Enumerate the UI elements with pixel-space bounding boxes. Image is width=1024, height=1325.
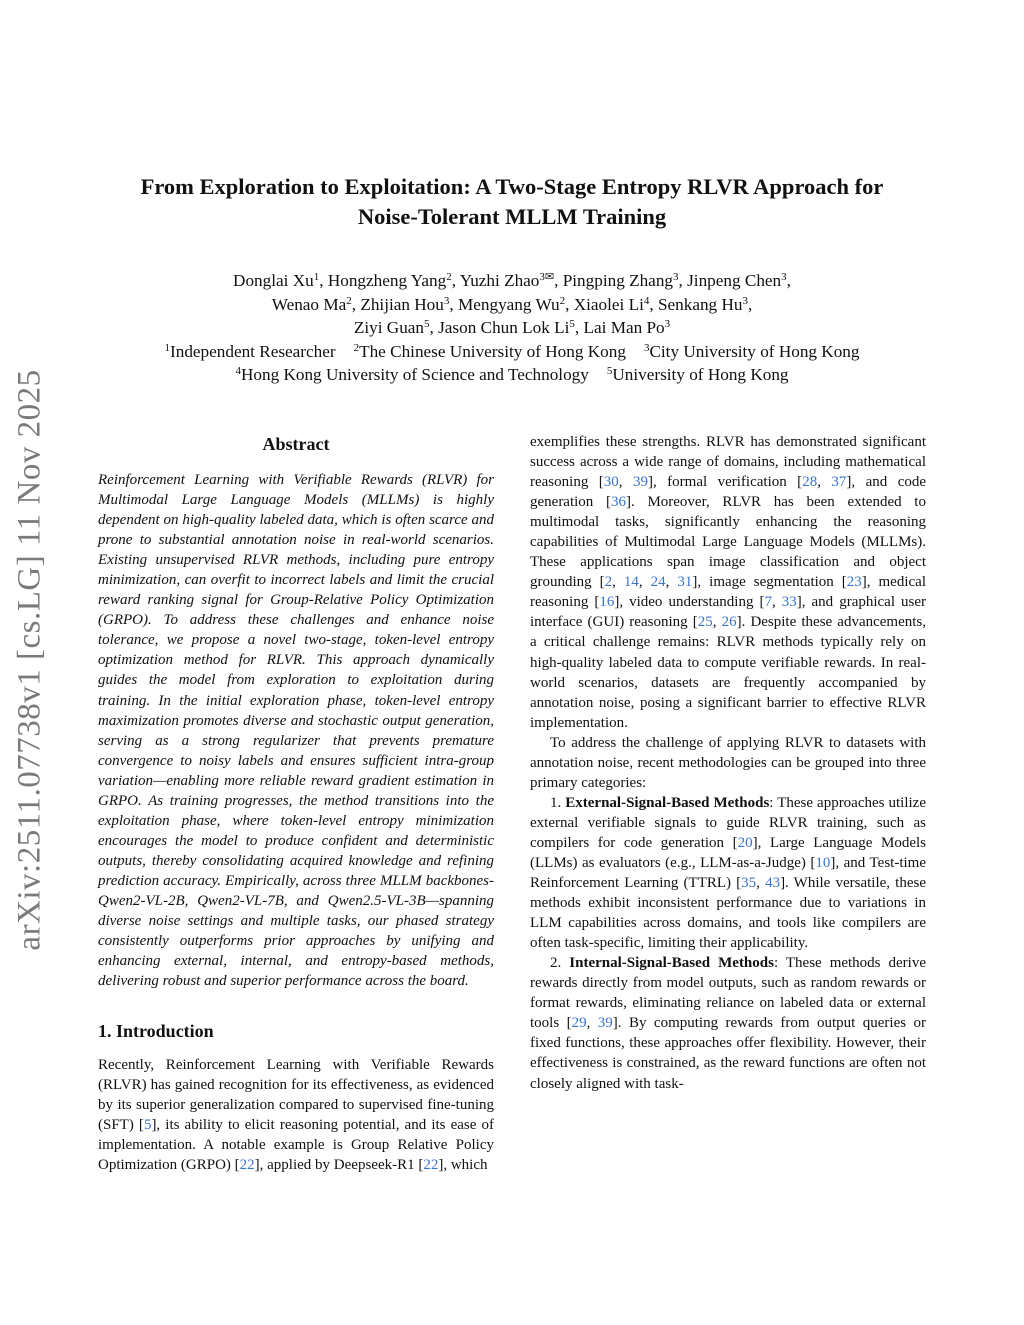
affiliation-sup: 3 [643, 341, 650, 354]
affiliation [235, 363, 588, 387]
text-run: , [638, 574, 651, 591]
citation-link[interactable]: 29 [571, 1015, 587, 1032]
author-name: Pingping Zhang [562, 271, 674, 290]
text-run: ], and graphical user interface (GUI) reasoning [ [530, 594, 927, 631]
citation-link[interactable]: 2 [604, 574, 613, 591]
method-category-label: Internal-Signal-Based Methods [569, 955, 774, 972]
title-line-1: From Exploration to Exploitation: A Two-Stage Entropy RLVR Approach for [140, 174, 884, 199]
author-line-3: Ziyi Guan$^5$, Jason Chun Lok Li$^5$, Lai Man Po$^3$ [353, 318, 671, 337]
citation-link[interactable]: 35 [741, 875, 757, 892]
text-run: : These approaches utilize external verifiable signals to guide RLVR training, such as compilers for code generation [ [530, 794, 926, 851]
author-sup: 4 [643, 294, 650, 307]
text-run: 2. [550, 955, 570, 972]
text-run: ], image segmentation [ [692, 574, 847, 591]
author-name: Yuzhi Zhao [459, 271, 540, 290]
text-run: , [817, 474, 832, 491]
affiliation-name: The Chinese University of Hong Kong [359, 341, 626, 361]
affiliation-name: Hong Kong University of Science and Technology [240, 365, 589, 384]
text-run: ]. Despite these advancements, a critical challenge remains: RLVR methods typically rely on high-quality labeled data to compute verifiable rewards. In real-world scenarios, datasets are frequently accompanied by annotation noise, posing a significant barrier to effective RLVR implementation. [530, 614, 926, 731]
text-run: , [665, 574, 678, 591]
citation-link[interactable]: 24 [650, 574, 666, 591]
author-name: Wenao Ma [271, 294, 347, 314]
text-run: ], and Test-time Reinforcement Learning (TTRL) [ [530, 854, 926, 892]
text-run: ]. By computing rewards from output queries or fixed functions, these approaches offer flexibility. However, their effectiveness is constrained, as the reward functions are often not closely aligned with task- [530, 1015, 926, 1092]
affiliation-name: University of Hong Kong [612, 365, 789, 384]
citation-link[interactable]: 14 [623, 574, 639, 591]
affiliation-line-1 [60, 340, 964, 364]
author-line-1: Donglai Xu$^1$, Hongzheng Yang$^2$, Yuzhi Zhao$^{3✉}$, Pingping Zhang$^3$, Jinpeng Chen$^3$, [233, 271, 791, 290]
author-sup: 5 [569, 318, 575, 330]
citation-link[interactable]: 23 [846, 574, 862, 591]
author-sup: 2 [446, 271, 452, 283]
citation-link[interactable]: 10 [815, 854, 831, 871]
affiliation-line-2 [60, 363, 964, 387]
author-sup: 1 [313, 271, 320, 283]
text-run: ], formal verification [ [647, 474, 803, 491]
author-name: Zhijian Hou [360, 294, 444, 314]
arxiv-sidebar-stamp [0, 360, 60, 960]
abstract-text: Reinforcement Learning with Verifiable Rewards (RLVR) for Multimodal Large Language Models (MLLMs) is highly dependent on high-quality labeled data, which is often scarce and prone to substantial annotation noise in real-world scenarios. Existing unsupervised RLVR methods, including pure entropy minimization, can overfit to incorrect labels and limit the crucial reward ranking signal for Group-Relative Policy Optimization (GRPO). To address these challenges and enhance noise tolerance, we propose a novel two-stage, token-level entropy optimization method for RLVR. This approach dynamically guides the model from exploration to exploitation during training. In the initial exploration phase, token-level entropy maximization promotes diverse and stochastic output generation, serving as a strong regularizer that prevents premature convergence to noisy labels and ensures sufficient intra-group variation—enabling more reliable reward gradient estimation in GRPO. As training progresses, the method transitions into the exploitation phase, where token-level entropy minimization encourages the model to produce confident and deterministic outputs, thereby consolidating acquired knowledge and refining prediction accuracy. Empirically, across three MLLM backbones-Qwen2-VL-2B, Qwen2-VL-7B, and Qwen2.5-VL-3B—spanning diverse noise settings and multiple tasks, our phased strategy consistently outperforms prior approaches by unifying and enhancing external, internal, and entropy-based methods, delivering robust and superior performance across the board. [98, 472, 494, 990]
author-name: Hongzheng Yang [327, 271, 447, 290]
citation-link[interactable]: 33 [781, 594, 797, 611]
text-run: , [612, 574, 624, 591]
affiliation [644, 340, 860, 364]
text-run: ], and code generation [ [530, 474, 927, 511]
author-sup: 3 [742, 294, 748, 307]
affiliation [165, 340, 336, 364]
affiliation [607, 363, 789, 387]
method-category-label: External-Signal-Based Methods [565, 794, 770, 811]
citation-link[interactable]: 5 [143, 1117, 152, 1134]
intro-paragraph-p3 [530, 793, 926, 953]
affiliation-sup: 4 [235, 365, 241, 377]
text-run: Recently, Reinforcement Learning with Verifiable Rewards (RLVR) has gained recognition for its effectiveness, as evidenced by its superior generalization compared to supervised fine-tuning (SFT) [ [98, 1057, 494, 1134]
text-run: ]. While versatile, these methods exhibit inconsistent performance due to variations in LLM capabilities across domains, and tools like compilers are often task-specific, limiting their applicability. [530, 875, 926, 952]
citation-link[interactable]: 36 [611, 494, 626, 511]
author-sup: 3✉ [539, 271, 555, 283]
affiliation [354, 340, 626, 364]
text-run: ], medical reasoning [ [530, 574, 926, 611]
citation-link[interactable]: 30 [603, 474, 619, 491]
title-line-2: Noise-Tolerant MLLM Training [357, 204, 667, 229]
author-name: Senkang Hu [657, 294, 743, 314]
citation-link[interactable]: 22 [239, 1157, 255, 1174]
author-sup: 3 [673, 271, 679, 283]
author-sup: 2 [559, 294, 566, 307]
text-run: 1. [550, 794, 566, 811]
right-column [530, 432, 926, 1094]
author-name: Mengyang Wu [457, 294, 560, 314]
paper-title [60, 172, 964, 232]
author-line-2: Wenao Ma$^2$, Zhijian Hou$^3$, Mengyang Wu$^2$, Xiaolei Li$^4$, Senkang Hu$^3$, [271, 294, 753, 314]
citation-link[interactable]: 25 [697, 614, 713, 631]
author-name: Jason Chun Lok Li [438, 318, 570, 337]
author-sup: 3 [781, 271, 787, 283]
text-run: ], its ability to elicit reasoning potential, and its ease of implementation. A notable example is Group Relative Policy Optimization (GRPO) [ [98, 1117, 494, 1174]
text-run: To address the challenge of applying RLVR to datasets with annotation noise, recent methodologies can be grouped into three primary categories: [530, 734, 926, 791]
author-name: Ziyi Guan [353, 318, 425, 337]
citation-link[interactable]: 39 [597, 1015, 613, 1032]
text-run: exemplifies these strengths. RLVR has demonstrated significant success across a wide range of domains, including mathematical reasoning [ [530, 434, 926, 491]
author-name: Jinpeng Chen [687, 271, 782, 290]
affiliation-sup: 5 [606, 365, 613, 377]
introduction-heading: 1. Introduction [98, 1021, 214, 1042]
author-name: Lai Man Po [583, 318, 665, 337]
author-sup: 5 [424, 318, 430, 330]
affiliation-sup: 1 [164, 341, 170, 354]
citation-link[interactable]: 43 [765, 875, 781, 892]
text-run: : These methods derive rewards directly from model outputs, such as random rewards or format rewards, eliminating reliance on labeled data or external tools [ [530, 955, 927, 1032]
text-run: , [756, 875, 766, 892]
text-run: , [618, 474, 633, 491]
author-sup: 2 [346, 294, 352, 307]
author-name: Donglai Xu [233, 271, 314, 290]
text-run: ], video understanding [ [614, 594, 765, 611]
citation-link[interactable]: 7 [764, 594, 772, 611]
text-run: ], applied by Deepseek-R1 [ [254, 1157, 424, 1174]
author-sup: 3 [443, 294, 450, 307]
intro-paragraph-1-continued [530, 432, 926, 733]
affiliation-sup: 2 [353, 341, 360, 354]
intro-paragraph-1 [98, 1055, 494, 1175]
citation-link[interactable]: 16 [599, 594, 615, 611]
text-run: , [586, 1015, 598, 1032]
affiliation-name: Independent Researcher [170, 341, 336, 361]
citation-link[interactable]: 26 [721, 614, 737, 631]
text-run: , [771, 594, 782, 611]
intro-paragraph-p2 [530, 733, 926, 793]
abstract-heading: Abstract [262, 434, 330, 454]
affiliation-name: City University of Hong Kong [649, 341, 860, 361]
text-run: ]. Moreover, RLVR has been extended to multimodal tasks, significantly enhancing the reasoning capabilities of Multimodal Large Language Models (MLLMs). These applications span image classification and object grounding [ [530, 494, 926, 591]
citation-link[interactable]: 28 [802, 474, 818, 491]
left-column [98, 432, 494, 1176]
citation-link[interactable]: 39 [632, 474, 648, 491]
text-run: , [712, 614, 722, 631]
text-run: ], Large Language Models (LLMs) as evaluators (e.g., LLM-as-a-Judge) [ [530, 834, 926, 871]
citation-link[interactable]: 37 [831, 474, 847, 491]
intro-paragraph-p4 [530, 953, 926, 1093]
author-sup: 3 [664, 318, 671, 330]
citation-link[interactable]: 22 [423, 1157, 439, 1174]
text-run: ], which [438, 1157, 488, 1174]
arxiv-id-label: arXiv:2511.07738v1 [cs.LG] 11 Nov 2025 [11, 369, 48, 951]
citation-link[interactable]: 20 [737, 834, 753, 851]
citation-link[interactable]: 31 [677, 574, 693, 591]
author-block [60, 269, 964, 387]
author-name: Xiaolei Li [573, 294, 644, 314]
